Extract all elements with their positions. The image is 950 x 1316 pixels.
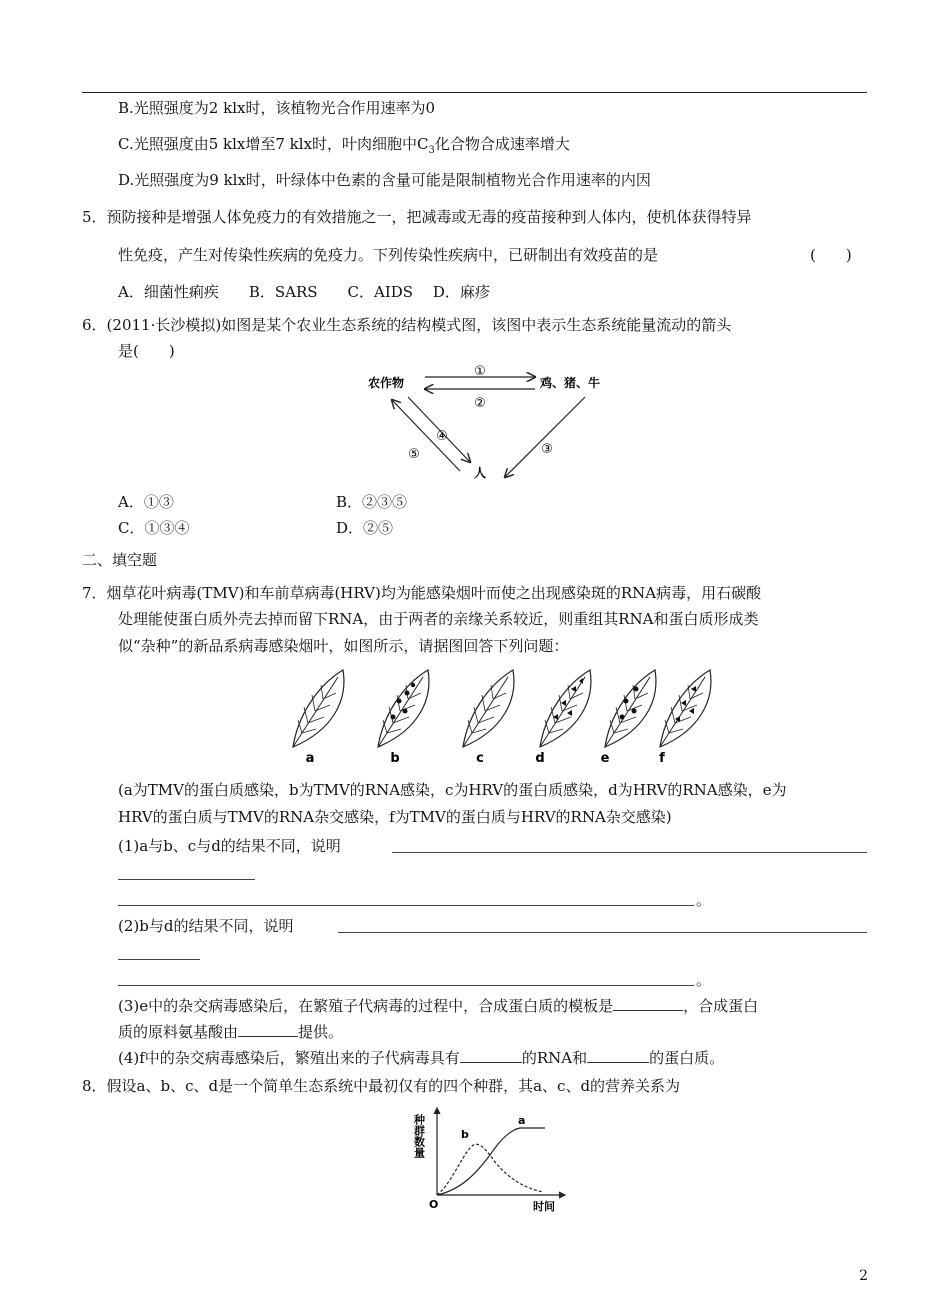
section-heading: 二、填空题: [82, 551, 158, 569]
leaf-label-d: d: [535, 751, 545, 766]
answer-line: [118, 985, 694, 986]
arrow-5-line: [392, 400, 460, 471]
q7-sub3-line2: 质的原料氨基酸由 提供。: [118, 1023, 344, 1041]
leaf-figure: [280, 660, 700, 770]
q6-option-c: C．①③④: [118, 519, 190, 537]
q4-option-c: C.光照强度由5 klx增至7 klx时，叶肉细胞中$C_3$化合物合成速率增大: [118, 135, 570, 156]
q6-stem-line1: 6．(2011·长沙模拟)如图是某个农业生态系统的结构模式图，该图中表示生态系统能量流动的箭头: [82, 316, 732, 334]
origin-label: O: [429, 1198, 439, 1211]
leaf-f: [660, 670, 711, 747]
q5-answer-paren: ( ): [810, 246, 852, 264]
header-rule: [82, 92, 867, 93]
leaf-label-f: f: [659, 751, 665, 766]
q6-option-d: D．②⑤: [336, 519, 394, 537]
answer-line: [338, 932, 867, 933]
q6-stem-line2: 是( ): [118, 342, 175, 360]
ecosystem-diagram: [350, 365, 650, 490]
leaf-e: [605, 670, 656, 747]
x-axis-label: 时间: [533, 1200, 555, 1213]
arrow-1-label: ①: [474, 364, 486, 379]
q5-stem-line1: 5．预防接种是增强人体免疫力的有效措施之一，把减毒或无毒的疫苗接种到人体内，使机体获得特异: [82, 208, 752, 226]
answer-line: [118, 905, 694, 906]
leaf-label-e: e: [600, 751, 610, 766]
y-axis-label: 种群数量: [412, 1114, 426, 1158]
leaf-d: [540, 670, 591, 747]
arrow-3-line: [505, 397, 585, 477]
arrow-3-label: ③: [541, 442, 553, 457]
leaf-a: [293, 670, 344, 747]
q7-sub1: (1)a与b、c与d的结果不同，说明: [118, 837, 341, 855]
curve-b-label: b: [461, 1128, 469, 1141]
q7-stem-line2: 处理能使蛋白质外壳去掉而留下RNA，由于两者的亲缘关系较近，则重组其RNA和蛋白质形成类: [118, 610, 759, 628]
page-number: 2: [859, 1268, 868, 1284]
leaf-c: [463, 670, 514, 747]
arrow-4-label: ④: [436, 429, 448, 444]
curve-a-label: a: [518, 1114, 526, 1127]
q5-options: A．细菌性痢疾 B．SARS C．AIDS D．麻疹: [118, 283, 490, 301]
q4-option-d: D.光照强度为9 klx时，叶绿体中色素的含量可能是限制植物光合作用速率的内因: [118, 171, 651, 189]
q8-stem-line1: 8．假设a、b、c、d是一个简单生态系统中最初仅有的四个种群，其a、c、d的营养关系为: [82, 1077, 681, 1095]
q7-sub3-line1: (3)e中的杂交病毒感染后，在繁殖子代病毒的过程中，合成蛋白质的模板是 ，合成蛋白: [118, 997, 759, 1015]
answer-line: [118, 959, 200, 960]
q7-caption-line2: HRV的蛋白质与TMV的RNA杂交感染，f为TMV的蛋白质与HRV的RNA杂交感染): [118, 808, 672, 826]
q7-caption-line1: (a为TMV的蛋白质感染，b为TMV的RNA感染，c为HRV的蛋白质感染，d为HRV的RNA感染，e为: [118, 781, 787, 799]
q7-sub1-end: 。: [696, 891, 712, 909]
answer-line: [118, 879, 255, 880]
q7-sub2-end: 。: [696, 971, 712, 989]
leaf-label-c: c: [476, 751, 484, 766]
node-animals: 鸡、猪、牛: [540, 376, 601, 390]
arrow-5-label: ⑤: [408, 447, 420, 462]
leaf-b: [378, 670, 429, 747]
node-human: 人: [474, 466, 487, 480]
q7-sub2: (2)b与d的结果不同，说明: [118, 917, 294, 935]
answer-line: [392, 852, 867, 853]
q6-option-a: A．①③: [118, 493, 174, 511]
curve-a: [437, 1128, 545, 1195]
q5-stem-line2: 性免疫，产生对传染性疾病的免疫力。下列传染性疾病中，已研制出有效疫苗的是: [118, 246, 659, 264]
arrow-2-label: ②: [474, 396, 486, 411]
node-crop: 农作物: [368, 376, 405, 390]
leaf-label-b: b: [390, 751, 400, 766]
q7-stem-line3: 似“杂种”的新品系病毒感染烟叶，如图所示，请据图回答下列问题：: [118, 637, 569, 655]
q7-sub4: (4)f中的杂交病毒感染后，繁殖出来的子代病毒具有 的RNA和 的蛋白质。: [118, 1049, 725, 1067]
q4-option-b: B.光照强度为2 klx时，该植物光合作用速率为0: [118, 99, 435, 117]
population-graph: [412, 1100, 585, 1215]
q6-option-b: B．②③⑤: [336, 493, 408, 511]
q7-stem-line1: 7．烟草花叶病毒(TMV)和车前草病毒(HRV)均为能感染烟叶而使之出现感染斑的RNA病毒，用石碳酸: [82, 584, 762, 602]
leaf-label-a: a: [305, 751, 315, 766]
curve-b: [437, 1144, 543, 1195]
